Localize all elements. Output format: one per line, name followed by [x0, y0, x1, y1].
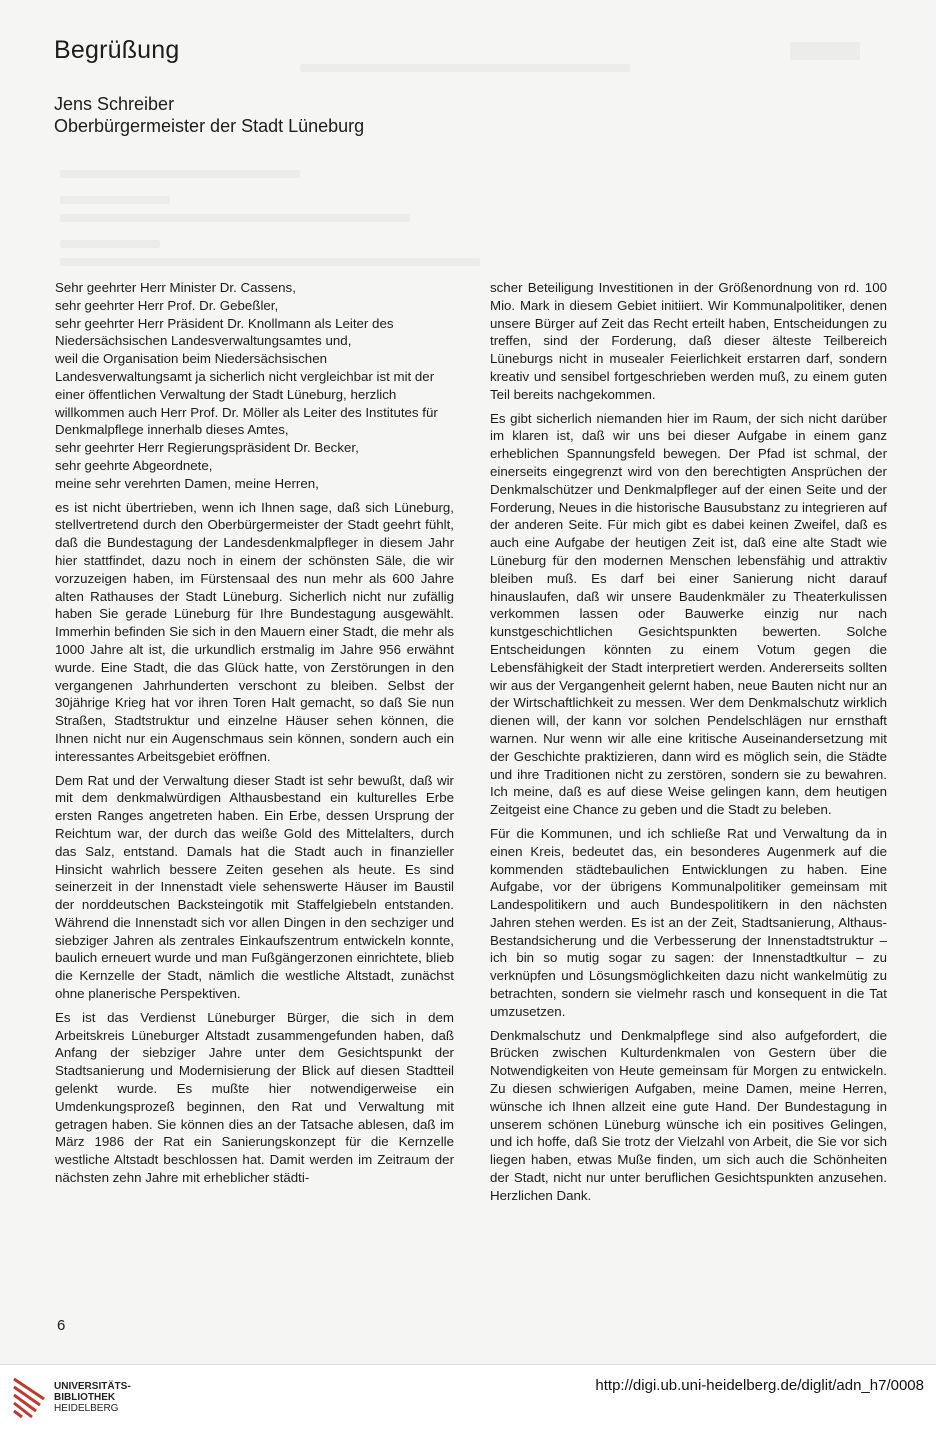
library-name-line: UNIVERSITÄTS-: [54, 1381, 131, 1392]
library-logo-icon: [10, 1375, 48, 1421]
page-number: 6: [57, 1317, 66, 1334]
greeting-line: sehr geehrte Abgeordnete,: [55, 457, 213, 473]
left-column: [55, 279, 454, 1193]
body-paragraph: Denkmalschutz und Denkmalpflege sind also aufgefordert, die Brücken zwischen Kulturdenkmalen von Gestern über die Notwendigkeiten von Heute gemeinsam für Morgen zu entwickeln. Zu diesen schwierigen Aufgaben, meine Damen, meine Herren, wünsche ich Ihnen allzeit eine gute Hand. Der Bundestagung in unserem schönen Lüneburg wünsche ich ein positives Gelingen, und ich hoffe, daß Sie trotz der Vielzahl von Arbeit, die Sie vor sich liegen haben, etwas Muße finden, um sich auch die Schönheiten der Stadt, nicht nur unter beruflichen Gesichtspunkten anzusehen. Herzlichen Dank.: [490, 1027, 887, 1203]
greeting-line: sehr geehrter Herr Prof. Dr. Gebeßler,: [55, 297, 279, 313]
greeting-block: [55, 279, 454, 493]
body-paragraph: Es ist das Verdienst Lüneburger Bürger, die sich in dem Arbeitskreis Lüneburger Altstadt zusammengefunden haben, daß Anfang der siebziger Jahre unter dem Gesichtspunkt der Stadtsanierung und Modernisierung der Blick auf diesen Stadtteil gelenkt wurde. Es mußte hier notwendigerweise ein Umdenkungsprozeß beginnen, den Rat und Verwaltung mit getragen haben. Sie können dies an der Tatsache ablesen, daß im März 1986 der Rat ein Sanierungskonzept für die Kernzelle westliche Altstadt beschlossen hat. Damit werden im Zeitraum der nächsten zehn Jahre mit erheblicher städti-: [55, 1009, 454, 1186]
body-paragraph: scher Beteiligung Investitionen in der Größenordnung von rd. 100 Mio. Mark in diesem Gebiet initiiert. Wir Kommunalpolitiker, denen unsere Bürger auf Zeit das Recht erteilt haben, Entscheidungen zu treffen, sind der Forderung, daß dieser älteste Teilbereich Lüneburgs nicht in musealer Feierlichkeit erstarren darf, sondern kreativ und sensibel fortgeschrieben werden muß, zu einem guten Teil bereits nachgekommen.: [490, 280, 887, 402]
source-url-link[interactable]: http://digi.ub.uni-heidelberg.de/diglit/adn_h7/0008: [595, 1377, 924, 1394]
page-title: Begrüßung: [54, 36, 180, 64]
greeting-line: sehr geehrter Herr Präsident Dr. Knollmann als Leiter des Niedersächsischen Landesverwaltungsamtes und,: [55, 315, 394, 349]
footer-bar: [0, 1364, 936, 1432]
body-paragraph: Es gibt sicherlich niemanden hier im Raum, der sich nicht darüber im klaren ist, daß wir uns bei dieser Aufgabe in einem ganz erheblichen Spannungsfeld bewegen. Der Pfad ist schmal, der einerseits eingegrenzt wird von den berechtigten Ansprüchen der Denkmalschützer und Denkmalpfleger auf der einen Seite und der Forderung, Neues in die historische Bausubstanz zu integrieren auf der anderen Seite. Für mich gibt es dabei keinen Zweifel, daß es auch eine Aufgabe der heutigen Zeit ist, daß eine alte Stadt wie Lüneburg für den modernen Menschen lebensfähig und attraktiv bleiben muß. Es darf bei einer Sanierung nicht darauf hinauslaufen, daß wir unsere Baudenkmäler zu Theaterkulissen verkommen lassen oder Bauwerke einzig nur nach kunstgeschichtlichen Gesichtspunkten bewerten. Solche Entscheidungen könnten zu einem Votum gegen die Lebensfähigkeit der Stadt interpretiert werden. Andererseits sollten wir aus der Vergangenheit gelernt haben, neue Bauten nicht nur an der Wirtschaftlichkeit zu messen. Wer dem Denkmalschutz wirklich dienen will, der kann vor solchen Pendelschlägen nur ernsthaft warnen. Nur wenn wir alle eine kritische Auseinandersetzung mit der Geschichte praktizieren, dann wird es möglich sein, die Städte und ihre Traditionen nicht zu zerstören, sondern sie zu bewahren. Ich meine, daß es auf diese Weise gelingen kann, dem heutigen Zeitgeist eine Chance zu geben und die Stadt zu beleben.: [490, 410, 887, 818]
right-column: [490, 279, 887, 1211]
body-paragraph: Für die Kommunen, und ich schließe Rat und Verwaltung da in einen Kreis, bedeutet das, ein besonderes Augenmerk auf die kommenden städtebaulichen Entwicklungen zu haben. Eine Aufgabe, vor der übrigens Kommunalpolitiker gemeinsam mit Landespolitikern und auch Bundespolitikern in den nächsten Jahren stehen werden. Es ist an der Zeit, Stadtsanierung, Althaus-Bestandsicherung und die Verbesserung der Innenstadtstruktur – ich bin so mutig sogar zu sagen: der Innenstadtkultur – zu verknüpfen und Lösungsmöglichkeiten dazu nicht wankelmütig zu betrachten, sondern sie vielmehr rasch und konsequent in die Tat umzusetzen.: [490, 825, 887, 1019]
greeting-line: sehr geehrter Herr Regierungspräsident Dr. Becker,: [55, 440, 359, 456]
greeting-line: meine sehr verehrten Damen, meine Herren,: [55, 475, 319, 491]
author-name: Jens Schreiber: [54, 94, 175, 114]
body-paragraph: es ist nicht übertrieben, wenn ich Ihnen sage, daß sich Lüneburg, stellvertretend durch den Oberbürgermeister der Stadt geehrt fühlt, daß die Bundestagung der Landesdenkmalpfleger in diesem Jahr hier stattfindet, dazu noch in einem der schönsten Säle, die wir vorzuzeigen haben, im Fürstensaal des nun mehr als 600 Jahre alten Rathauses der Stadt Lüneburg. Sicherlich nicht nur zufällig haben Sie gerade Lüneburg für Ihre Bundestagung ausgewählt. Immerhin befinden Sie sich in den Mauern einer Stadt, die mehr als 1000 Jahre alt ist, die urkundlich erstmalig im Jahre 956 erwähnt wurde. Eine Stadt, die das Glück hatte, von Zerstörungen in den vergangenen Jahrhunderten verschont zu bleiben. Selbst der 30jährige Krieg hat vor ihren Toren Halt gemacht, so daß Sie nun Straßen, Stadtstruktur und einzelne Häuser sehen können, die Ihnen nicht nur ein Augenschmaus sein können, sondern auch ein interessantes Arbeitsgebiet eröffnen.: [55, 499, 454, 764]
author-block: [54, 93, 364, 137]
library-name-line: HEIDELBERG: [54, 1403, 119, 1414]
library-name: [54, 1381, 131, 1414]
library-name-line: BIBLIOTHEK: [54, 1392, 116, 1403]
greeting-line: Sehr geehrter Herr Minister Dr. Cassens,: [55, 280, 296, 295]
body-paragraph: Dem Rat und der Verwaltung dieser Stadt ist sehr bewußt, daß wir mit dem denkmalwürdigen Althausbestand ein kulturelles Erbe ersten Ranges angetreten haben. Ein Erbe, dessen Ursprung der Reichtum war, der durch das weiße Gold des Mittelalters, durch das Salz, entstand. Damals hat die Stadt auch in finanzieller Hinsicht wahrlich bessere Zeiten gesehen als heute. Es sind seinerzeit in der Innenstadt viele sehenswerte Häuser im Baustil der norddeutschen Backsteingotik mit Staffelgiebeln entstanden. Während die Innenstadt sich vor allen Dingen in den sechziger und siebziger Jahren als zentrales Einkaufszentrum entwickeln konnte, baulich erneuert wurde und man Fußgängerzonen einrichtete, blieb die Kernzelle der Stadt, nämlich die westliche Altstadt, zunächst ohne planerische Perspektiven.: [55, 772, 454, 1002]
author-role: Oberbürgermeister der Stadt Lüneburg: [54, 116, 365, 136]
greeting-line: weil die Organisation beim Niedersächsischen Landesverwaltungsamt ja sicherlich nicht vergleichbar ist mit der einer öffentlichen Verwaltung der Stadt Lüneburg, herzlich willkommen auch Herr Prof. Dr. Möller als Leiter des Institutes für Denkmalpflege innerhalb dieses Amtes,: [55, 351, 438, 438]
